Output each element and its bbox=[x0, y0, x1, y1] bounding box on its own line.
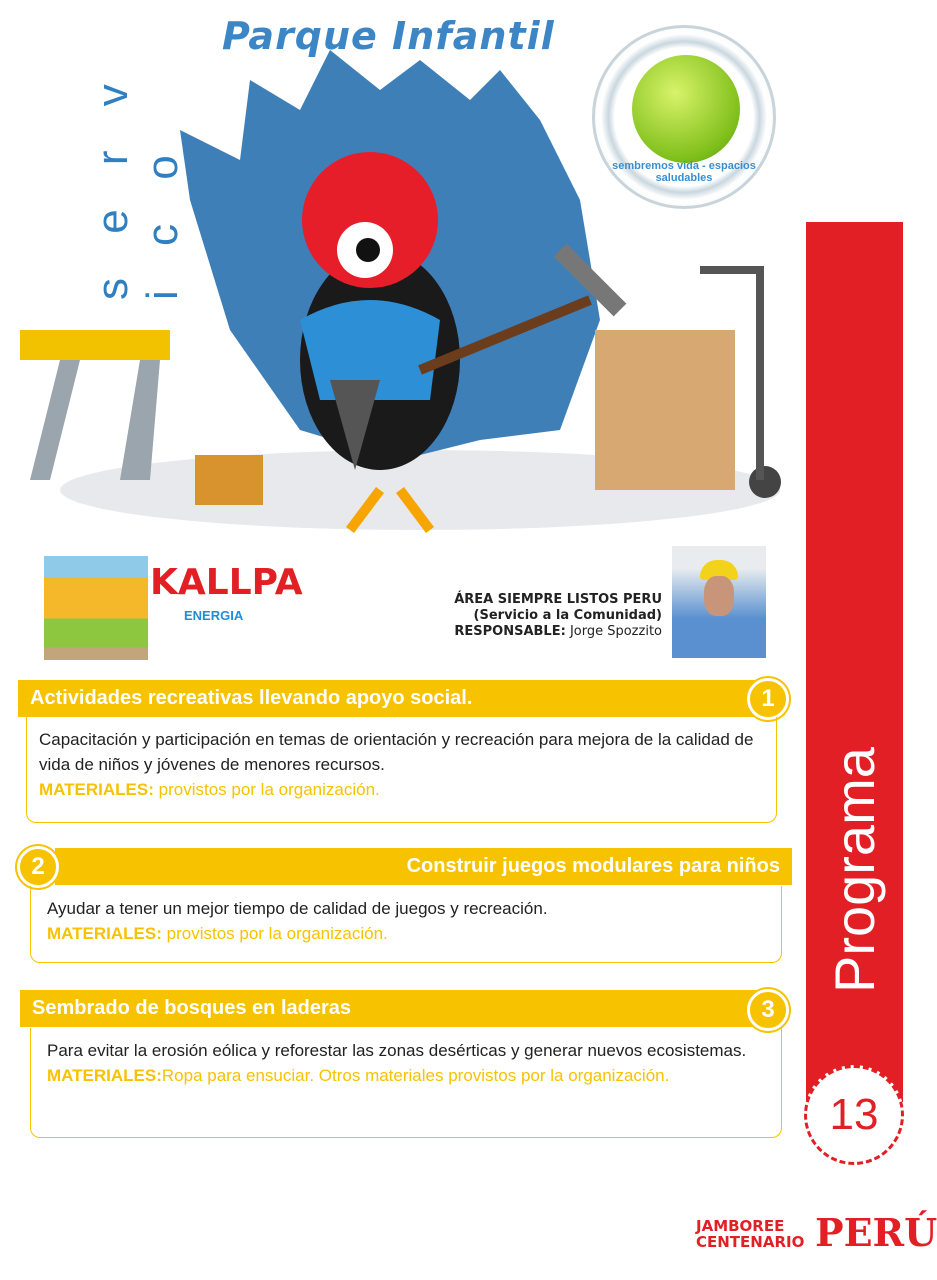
kallpa-logo-text: KALLPA bbox=[150, 562, 303, 603]
kallpa-logo-sub: ENERGIA bbox=[184, 608, 244, 623]
activity-3-description: Para evitar la erosión eólica y reforestar las zonas desérticas y generar nuevos ecosistemas. bbox=[47, 1041, 747, 1060]
smiley-icon bbox=[632, 55, 740, 163]
activity-2-title: Construir juegos modulares para niños bbox=[55, 848, 792, 885]
badge-text: sembremos vida - espacios saludables bbox=[612, 160, 756, 184]
healthy-spaces-badge bbox=[592, 25, 776, 209]
activity-2-number: 2 bbox=[17, 846, 59, 888]
responsible-label: RESPONSABLE: bbox=[454, 624, 566, 639]
section-label: Programa bbox=[823, 747, 886, 993]
activity-3-materials-label: MATERIALES: bbox=[47, 1066, 162, 1085]
kallpa-logo bbox=[44, 556, 303, 660]
activity-1-description: Capacitación y participación en temas de orientación y recreación para mejora de la calidad de vida de niños y jóvenes de menores recursos. bbox=[39, 730, 754, 774]
page-number: 13 bbox=[804, 1065, 904, 1165]
logo-line1: JAMBOREE bbox=[696, 1217, 785, 1235]
responsible-name: Jorge Spozzito bbox=[569, 624, 662, 639]
kallpa-emblem bbox=[44, 556, 148, 660]
activity-1-body bbox=[26, 717, 777, 823]
activity-3-title: Sembrado de bosques en laderas bbox=[20, 990, 760, 1027]
area-sub: (Servicio a la Comunidad) bbox=[473, 608, 662, 623]
responsible-info bbox=[400, 592, 662, 640]
activity-3-number: 3 bbox=[747, 989, 789, 1031]
activity-1-number: 1 bbox=[747, 678, 789, 720]
logo-line2: CENTENARIO bbox=[696, 1233, 805, 1251]
peru-logo-text: PERÚ bbox=[815, 1210, 937, 1255]
responsible-photo bbox=[672, 546, 766, 658]
activity-2-description: Ayudar a tener un mejor tiempo de calidad de juegos y recreación. bbox=[47, 899, 548, 918]
activity-1-title: Actividades recreativas llevando apoyo social. bbox=[18, 680, 770, 717]
activity-3-body bbox=[30, 1028, 782, 1138]
activity-2-body bbox=[30, 886, 782, 963]
activity-3-materials: Ropa para ensuciar. Otros materiales provistos por la organización. bbox=[161, 1066, 670, 1085]
section-vertical-label: s e r v i c o bbox=[88, 68, 187, 300]
activity-2-materials-label: MATERIALES: bbox=[47, 924, 162, 943]
activity-1-materials: provistos por la organización. bbox=[153, 780, 380, 799]
jamboree-logo-text bbox=[696, 1218, 804, 1250]
activity-1-materials-label: MATERIALES: bbox=[39, 780, 154, 799]
area-name: ÁREA SIEMPRE LISTOS PERU bbox=[454, 592, 662, 607]
activity-2-materials: provistos por la organización. bbox=[161, 924, 388, 943]
page-title: Parque Infantil bbox=[222, 14, 555, 58]
